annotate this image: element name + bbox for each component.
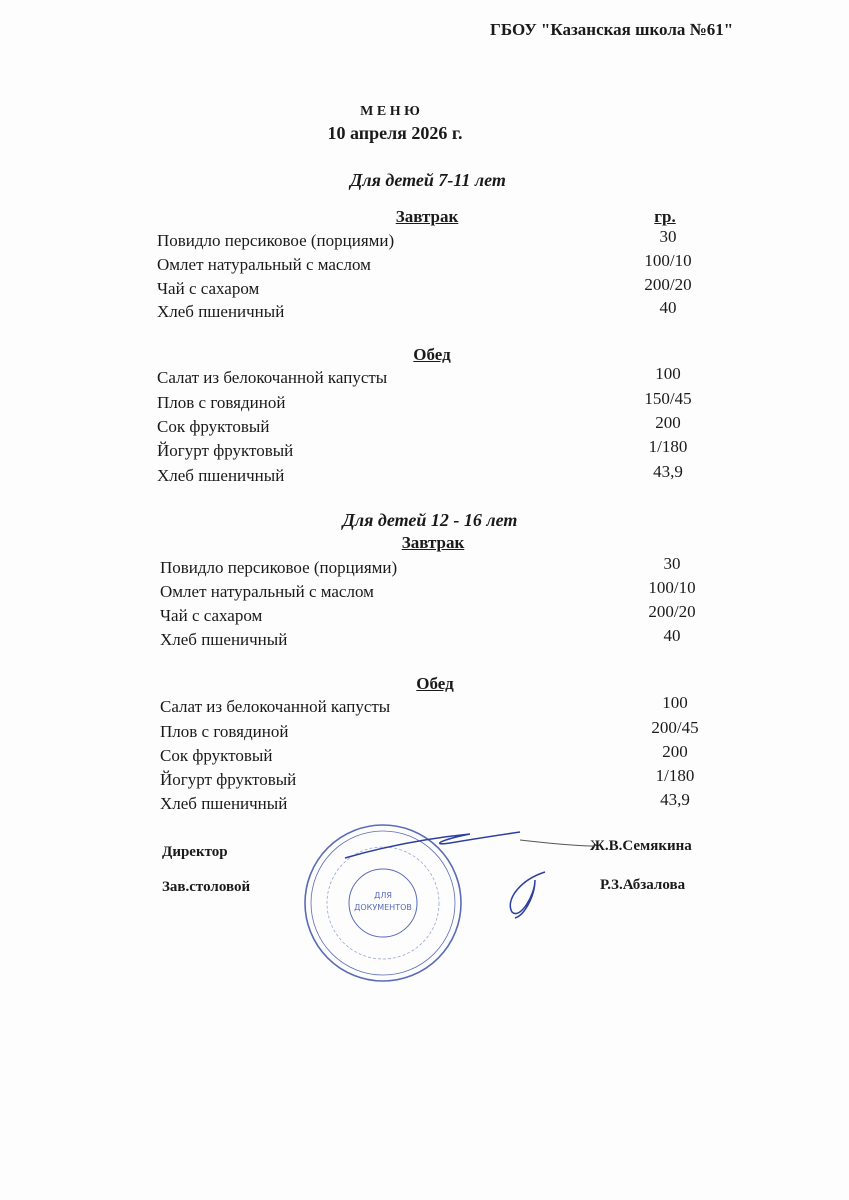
- dish-grams: 40: [659, 298, 677, 317]
- dish-name: Чай с сахаром: [157, 279, 260, 298]
- document-title: М Е Н Ю: [360, 104, 420, 119]
- dish-name: Йогурт фруктовый: [157, 441, 294, 460]
- signature-name-director: Ж.В.Семякина: [590, 838, 692, 854]
- dish-grams: 43,9: [653, 462, 683, 481]
- dish-name: Омлет натуральный с маслом: [160, 582, 374, 601]
- dish-name: Хлеб пшеничный: [157, 302, 285, 321]
- signature-role-director: Директор: [162, 844, 228, 860]
- signature-name-canteen-head: Р.З.Абзалова: [600, 877, 686, 893]
- dish-grams: 40: [663, 626, 681, 645]
- meal-heading: Обед: [413, 345, 451, 364]
- dish-grams: 200/45: [651, 718, 699, 737]
- dish-grams: 150/45: [644, 389, 692, 408]
- dish-grams: 100/10: [644, 251, 692, 270]
- organization-header: ГБОУ "Казанская школа №61": [490, 20, 734, 39]
- dish-name: Чай с сахаром: [160, 606, 263, 625]
- dish-grams: 30: [659, 227, 677, 246]
- menu-date: 10 апреля 2026 г.: [327, 123, 463, 143]
- dish-grams: 1/180: [648, 437, 688, 456]
- age-group-title: Для детей 7-11 лет: [350, 170, 506, 190]
- signature-role-canteen-head: Зав.столовой: [162, 879, 251, 895]
- dish-grams: 200/20: [644, 275, 692, 294]
- dish-grams: 200: [655, 413, 681, 432]
- dish-name: Салат из белокочанной капусты: [157, 368, 388, 387]
- dish-name: Повидло персиковое (порциями): [157, 231, 395, 250]
- age-group-title: Для детей 12 - 16 лет: [342, 510, 518, 530]
- dish-name: Сок фруктовый: [160, 746, 273, 765]
- stamp-text-2: ДОКУМЕНТОВ: [354, 903, 412, 912]
- dish-grams: 100/10: [648, 578, 696, 597]
- dish-grams: 100: [662, 693, 688, 712]
- dish-grams: 30: [663, 554, 681, 573]
- dish-name: Омлет натуральный с маслом: [157, 255, 371, 274]
- dish-grams: 43,9: [660, 790, 690, 809]
- dish-name: Хлеб пшеничный: [157, 466, 285, 485]
- stamp-text-1: ДЛЯ: [374, 891, 392, 900]
- meal-heading: Завтрак: [395, 207, 459, 226]
- meal-heading: Обед: [416, 674, 454, 693]
- dish-name: Хлеб пшеничный: [160, 794, 288, 813]
- dish-name: Йогурт фруктовый: [160, 770, 297, 789]
- dish-name: Сок фруктовый: [157, 417, 270, 436]
- dish-name: Хлеб пшеничный: [160, 630, 288, 649]
- dish-name: Салат из белокочанной капусты: [160, 697, 391, 716]
- dish-grams: 100: [655, 364, 681, 383]
- dish-name: Плов с говядиной: [157, 393, 286, 412]
- dish-grams: 1/180: [655, 766, 695, 785]
- unit-header: гр.: [654, 207, 676, 226]
- dish-grams: 200/20: [648, 602, 696, 621]
- official-stamp: [300, 820, 470, 990]
- dish-name: Повидло персиковое (порциями): [160, 558, 398, 577]
- meal-heading: Завтрак: [401, 533, 465, 552]
- dish-grams: 200: [662, 742, 688, 761]
- dish-name: Плов с говядиной: [160, 722, 289, 741]
